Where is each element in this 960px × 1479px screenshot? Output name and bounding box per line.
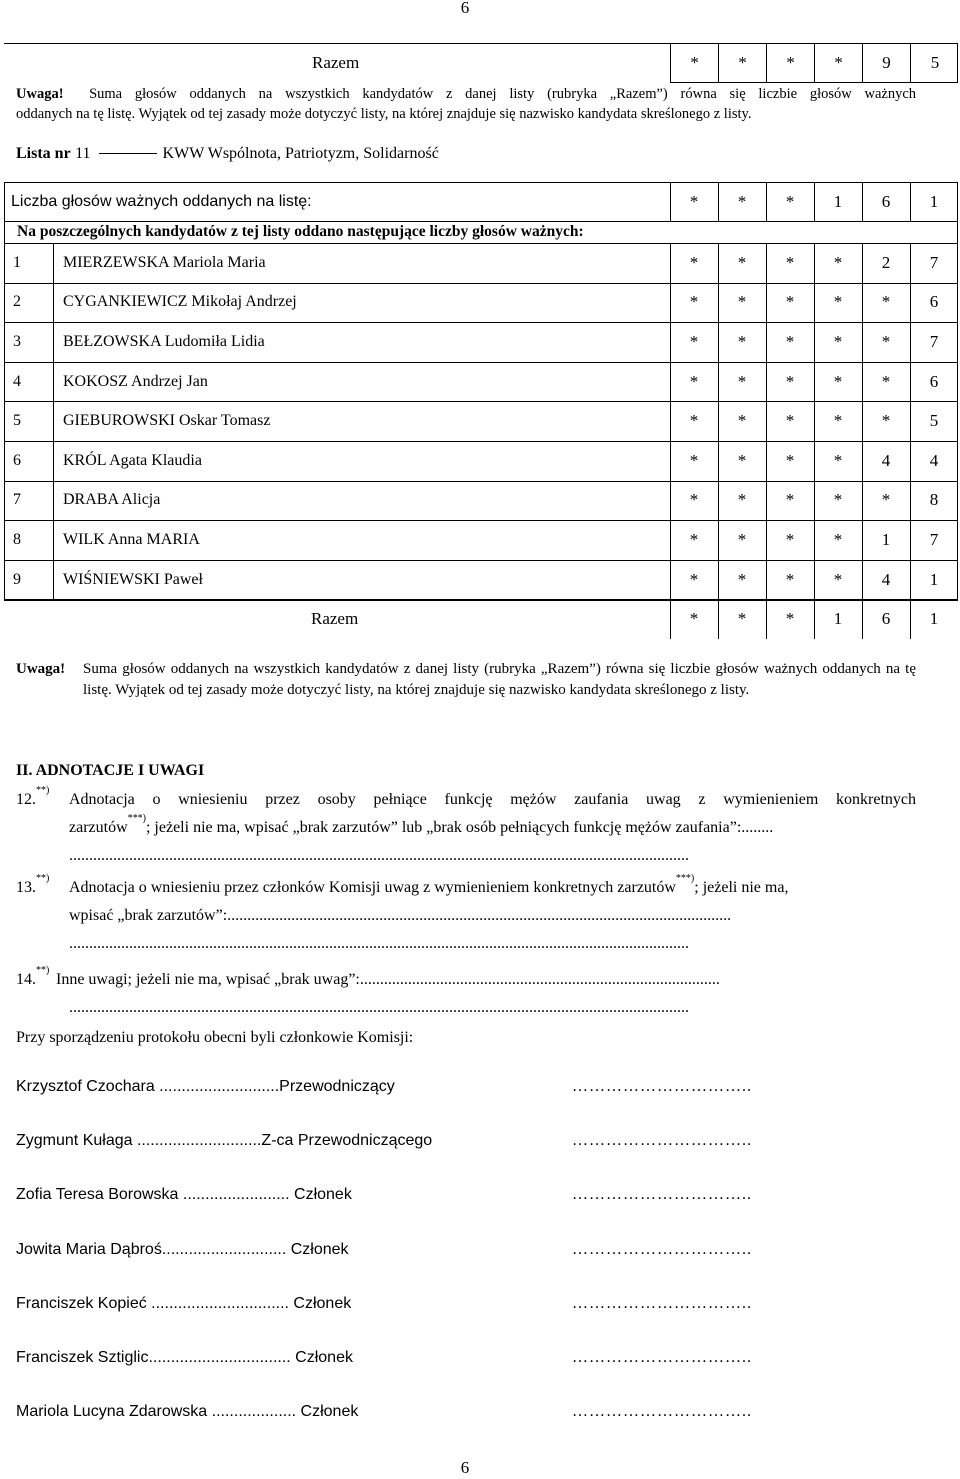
- valid-votes-label: Liczba głosów ważnych oddanych na listę:: [11, 193, 312, 210]
- dotted-line: ...........................................................................................................................................................: [69, 999, 689, 1016]
- digit-cell: *: [689, 411, 699, 431]
- signature-member: Zygmunt Kułaga ............................Z-ca Przewodniczącego: [16, 1132, 433, 1150]
- divider: [53, 401, 54, 441]
- candidate-name: MIERZEWSKA Mariola Maria: [63, 253, 266, 271]
- digit-cell: *: [737, 490, 747, 510]
- signature-member: Mariola Lucyna Zdarowska ................... Członek: [16, 1403, 359, 1421]
- digit-cell: *: [815, 44, 863, 82]
- digit-cell: *: [689, 292, 699, 312]
- candidate-name: WIŚNIEWSKI Paweł: [63, 570, 203, 588]
- digit-cell: *: [881, 411, 891, 431]
- digit-cell: *: [833, 371, 843, 391]
- digit-cell: *: [737, 371, 747, 391]
- digit-cell: *: [785, 371, 795, 391]
- signature-line: …………………………..: [572, 1294, 752, 1312]
- digit-cell: *: [737, 331, 747, 351]
- divider: [53, 283, 54, 323]
- digit-cell: *: [737, 529, 747, 549]
- title-dash: [99, 153, 157, 154]
- digit-cell: 1: [929, 192, 939, 211]
- list-title: [16, 145, 439, 163]
- candidate-number: 8: [13, 530, 21, 548]
- digit-cell: *: [737, 252, 747, 272]
- digit-cell: *: [671, 44, 719, 82]
- footnote-mark: **): [36, 965, 50, 976]
- digit-cell: *: [737, 292, 747, 312]
- signature-member: Krzysztof Czochara ...........................Przewodniczący: [16, 1078, 395, 1095]
- signature-line: …………………………..: [572, 1403, 752, 1421]
- digit-cell: *: [689, 331, 699, 351]
- signature-line: …………………………..: [572, 1349, 752, 1366]
- digit-cell: *: [689, 252, 699, 272]
- digit-cell: 7: [929, 529, 939, 549]
- divider: [53, 441, 54, 481]
- divider: [53, 243, 54, 283]
- digit-cell: *: [785, 529, 795, 549]
- candidate-number: 2: [13, 293, 21, 311]
- candidate-rows: [5, 243, 957, 629]
- page-number-bottom: 6: [460, 1458, 470, 1477]
- digit-cell: *: [833, 529, 843, 549]
- candidate-name: CYGANKIEWICZ Mikołaj Andrzej: [63, 293, 297, 311]
- digit-cell: 1: [881, 529, 891, 549]
- digit-cell: 4: [881, 569, 891, 589]
- digit-cell: *: [719, 44, 767, 82]
- digit-cell: 1: [833, 192, 843, 211]
- item-13-text: ; jeżeli nie ma,: [694, 879, 789, 896]
- divider: [53, 481, 54, 521]
- digit-cell: *: [689, 371, 699, 391]
- digit-cell: *: [881, 331, 891, 351]
- digit-cell: *: [785, 192, 795, 211]
- digit-cell: *: [737, 192, 747, 211]
- dotted-line: ...........................................................................................................................................................: [69, 847, 689, 864]
- divider: [53, 362, 54, 402]
- digit-cell: 1: [929, 609, 939, 629]
- digit-cell: *: [833, 569, 843, 589]
- item-12-text: ; jeżeli nie ma, wpisać „brak zarzutów” lub „brak osób pełniących funkcję mężów zaufania”:........: [145, 819, 774, 836]
- digit-cell: 1: [929, 569, 939, 589]
- prev-total-digits: [670, 43, 958, 83]
- note-lead: Uwaga!: [16, 661, 66, 677]
- page-number-top: 6: [460, 0, 470, 17]
- digit-cell: *: [689, 529, 699, 549]
- digit-cell: *: [737, 450, 747, 470]
- list-name: KWW Wspólnota, Patriotyzm, Solidarność: [162, 145, 439, 162]
- footnote-mark: **): [36, 785, 50, 796]
- candidates-header: Na poszczególnych kandydatów z tej listy oddano następujące liczby głosów ważnych:: [17, 223, 584, 240]
- digit-cell: 2: [881, 252, 891, 272]
- digit-cell: *: [881, 292, 891, 312]
- candidate-number: 7: [13, 491, 21, 509]
- prev-total-label: Razem: [312, 53, 360, 72]
- digit-cell: *: [737, 569, 747, 589]
- footnote-mark: ***): [127, 813, 146, 824]
- item-number: 12.: [16, 791, 36, 808]
- valid-votes-digits: [670, 183, 958, 221]
- item-number: 14.: [16, 971, 36, 988]
- digit-cell: 4: [881, 450, 891, 470]
- footnote-mark: ***): [675, 873, 695, 884]
- digit-cell: 1: [833, 609, 843, 629]
- digit-cell: *: [689, 569, 699, 589]
- digit-cell: 6: [929, 371, 939, 391]
- item-14: [16, 966, 916, 1022]
- digit-cell: 5: [929, 411, 939, 431]
- digit-cell: *: [881, 490, 891, 510]
- digit-cell: *: [785, 450, 795, 470]
- signature-member: Jowita Maria Dąbroś............................ Członek: [16, 1240, 349, 1258]
- item-12-line1: Adnotacja o wniesieniu przez osoby pełniące funkcję mężów zaufania uwag z wymienieniem konkretnych: [69, 791, 916, 808]
- present-label: Przy sporządzeniu protokołu obecni byli członkowie Komisji:: [16, 1029, 414, 1046]
- candidate-name: KRÓL Agata Klaudia: [63, 451, 202, 469]
- candidate-name: BEŁZOWSKA Ludomiła Lidia: [63, 332, 265, 350]
- digit-cell: *: [767, 44, 815, 82]
- digit-cell: *: [833, 490, 843, 510]
- item-14-text: Inne uwagi; jeżeli nie ma, wpisać „brak uwag”:..........................................................................................: [56, 971, 720, 988]
- dotted-line: ...........................................................................................................................................................: [69, 935, 689, 952]
- digit-cell: *: [833, 331, 843, 351]
- section-title: II. ADNOTACJE I UWAGI: [16, 762, 205, 779]
- list-total-label: Razem: [311, 609, 359, 629]
- digit-cell: 7: [929, 252, 939, 272]
- digit-cell: *: [689, 609, 699, 629]
- signature-line: …………………………..: [572, 1132, 752, 1150]
- digit-cell: *: [833, 292, 843, 312]
- candidate-number: 1: [13, 253, 21, 271]
- digit-cell: 7: [929, 331, 939, 351]
- item-12-text: zarzutów: [69, 819, 128, 836]
- candidate-name: KOKOSZ Andrzej Jan: [63, 372, 208, 390]
- candidate-number: 5: [13, 412, 21, 430]
- signature-line: …………………………..: [572, 1078, 752, 1095]
- candidate-number: 6: [13, 451, 21, 469]
- digit-cell: 6: [881, 192, 891, 211]
- digit-cell: 6: [929, 292, 939, 312]
- note-text: Suma głosów oddanych na wszystkich kandydatów z danej listy (rubryka „Razem”) równa się liczbie głosów ważnych oddanych na tę listę. Wyjątek od tej zasady może dotyczyć listy, na której znajduje się nazwisko kandydata skreślonego z listy.: [83, 661, 916, 698]
- candidate-name: DRABA Alicja: [63, 491, 161, 509]
- item-13-text: Adnotacja o wniesieniu przez członków Komisji uwag z wymienieniem konkretnych zarzutów: [69, 879, 676, 896]
- digit-cell: *: [833, 411, 843, 431]
- candidate-number: 3: [13, 332, 21, 350]
- list-number-label: Lista nr: [16, 145, 71, 162]
- digit-cell: 6: [881, 609, 891, 629]
- item-12: [16, 786, 916, 870]
- item-number: 13.: [16, 879, 36, 896]
- digit-cell: *: [737, 411, 747, 431]
- digit-cell: *: [689, 450, 699, 470]
- candidate-name: WILK Anna MARIA: [63, 530, 200, 548]
- item-13-line2: wpisać „brak zarzutów”:..............................................................................................................................: [69, 907, 732, 924]
- digit-cell: *: [833, 252, 843, 272]
- note-line2: oddanych na tę listę. Wyjątek od tej zasady może dotyczyć listy, na której znajduje się nazwisko kandydata skreślonego z listy.: [16, 106, 752, 122]
- signature-line: …………………………..: [572, 1240, 752, 1258]
- divider: [53, 520, 54, 560]
- digit-cell: 9: [863, 44, 911, 82]
- signature-member: Zofia Teresa Borowska ........................ Członek: [16, 1186, 352, 1204]
- digit-cell: *: [785, 411, 795, 431]
- candidate-number: 4: [13, 372, 21, 390]
- candidate-name: GIEBUROWSKI Oskar Tomasz: [63, 412, 271, 430]
- divider: [53, 560, 54, 600]
- digit-cell: *: [785, 292, 795, 312]
- note-top: [16, 84, 916, 124]
- digit-cell: 5: [930, 53, 940, 72]
- digit-cell: *: [833, 450, 843, 470]
- note-bottom: [16, 659, 916, 701]
- digit-cell: 8: [929, 490, 939, 510]
- footnote-mark: **): [36, 873, 50, 884]
- divider: [53, 322, 54, 362]
- digit-cell: *: [785, 252, 795, 272]
- digit-cell: *: [785, 569, 795, 589]
- signature-line: …………………………..: [572, 1186, 752, 1204]
- digit-cell: *: [737, 609, 747, 629]
- digit-cell: *: [881, 371, 891, 391]
- digit-cell: 4: [929, 450, 939, 470]
- votes-table: [4, 182, 958, 629]
- digit-cell: *: [689, 192, 699, 211]
- digit-cell: *: [785, 331, 795, 351]
- note-line1: Suma głosów oddanych na wszystkich kandydatów z danej listy (rubryka „Razem”) równa się liczbie głosów ważnych: [89, 86, 917, 102]
- digit-cell: *: [689, 490, 699, 510]
- note-lead: Uwaga!: [16, 86, 64, 102]
- digit-cell: *: [785, 609, 795, 629]
- digit-cell: *: [785, 490, 795, 510]
- signature-member: Franciszek Sztiglic................................ Członek: [16, 1349, 353, 1366]
- list-number: 11: [75, 145, 91, 162]
- candidate-number: 9: [13, 570, 21, 588]
- signature-member: Franciszek Kopieć ............................... Członek: [16, 1294, 352, 1312]
- item-13: [16, 874, 916, 958]
